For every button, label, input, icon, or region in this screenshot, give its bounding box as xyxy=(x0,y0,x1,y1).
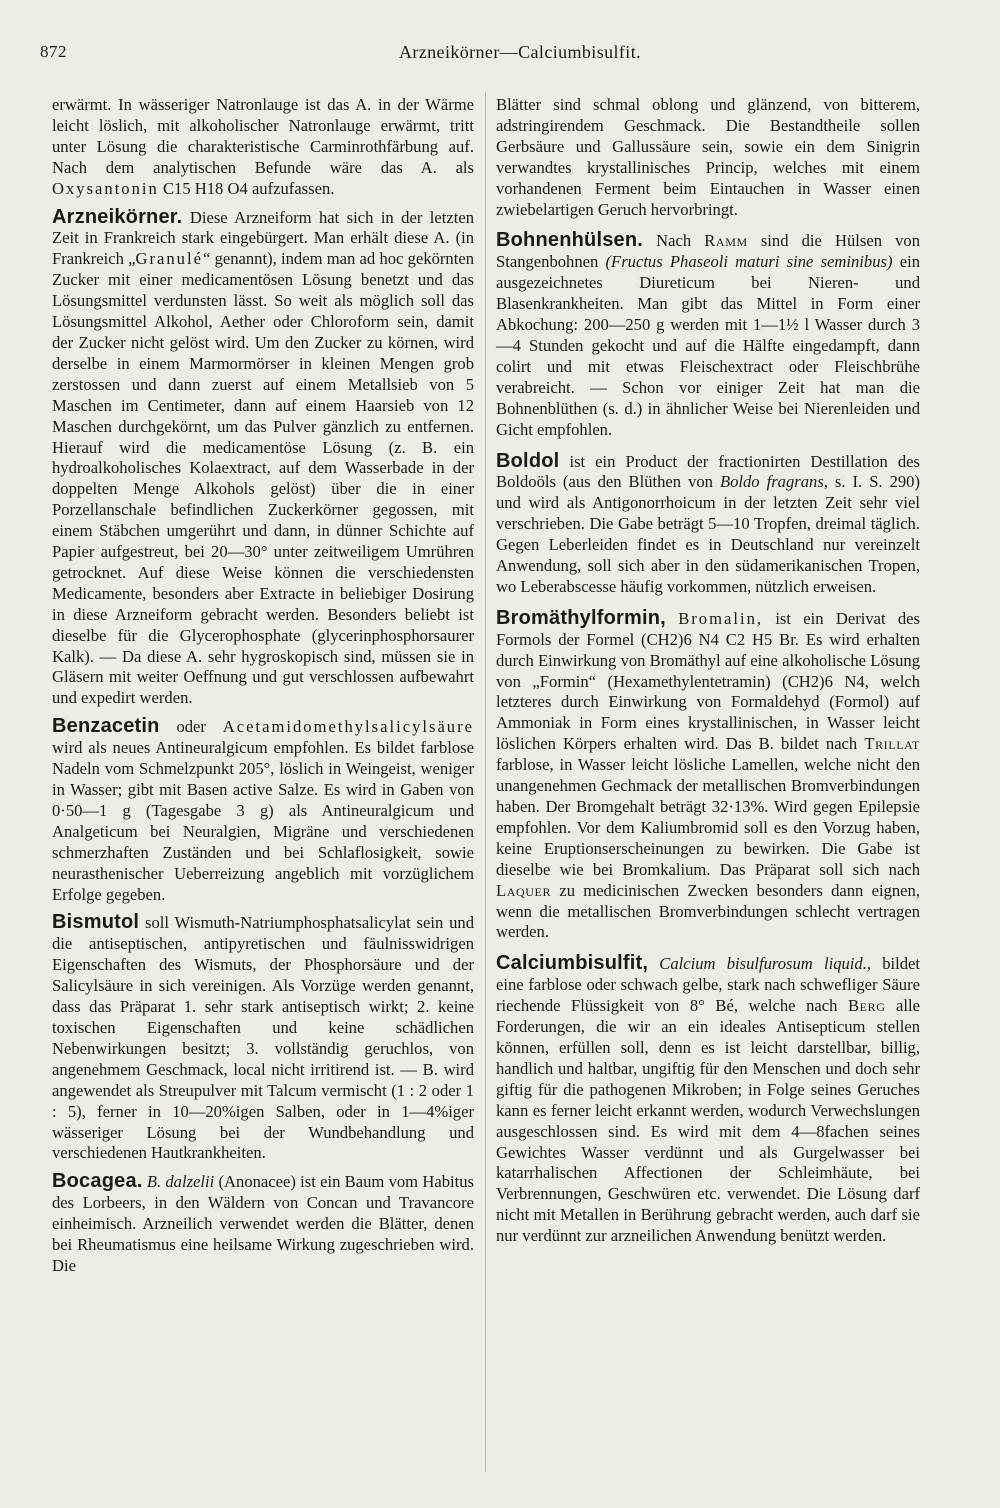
entry-continuation: Blätter sind schmal oblong und glänzend, von bitterem, adstringirendem Geschmack. Die Bestandtheile sollen Gerbsäure und Gallussäure sein, sowie ein dem Sinigrin verwandtes krystallinisches Princip, welches mit einem vorhandenen Ferment beim Eintauchen in Wasser einen zwiebelartigen Geruch hervorbringt. xyxy=(496,95,920,219)
entry-continuation: erwärmt. In wässeriger Natronlauge ist das A. in der Wärme leicht löslich, mit alkoholischer Natronlauge erwärmt, tritt unter Lösung die charakteristische Carminrothfärbung auf. Nach dem analytischen Befunde wäre das A. als Oxysantonin C15 H18 O4 aufzufassen. xyxy=(52,95,474,198)
entry-arzneikoerner: Arzneikörner. Diese Arzneiform hat sich in der letzten Zeit in Frankreich stark eingebürgert. Man erhält diese A. (in Frankreich „Granulé“ genannt), indem man ad hoc gekörnten Zucker mit einer medicamentösen Lösung benetzt und das Lösungsmittel verdunsten lässt. So weit als möglich soll das Lösungsmittel Alkohol, Aether oder Chloroform sein, damit der Zucker nicht gelöst wird. Um den Zucker zu körnen, wird derselbe in einem Marmormörser in kleinen Mengen grob zerstossen und dann zuerst auf einem Metallsieb von 5 Maschen im Centimeter, dann auf einem Haarsieb von 12 Maschen durchgekörnt, um das Pulver gänzlich zu entfernen. Hierauf wird die medicamentöse Lösung (z. B. ein hydroalkoholisches Kolaextract, auf dem Wasserbade in der doppelten Menge Alkohols gelöst) über die in einer Porzellanschale befindlichen Zuckerkörner gegossen, mit einem Stäbchen umgerührt und dann, in dünner Schichte auf Papier aufgestreut, bei 20—30° unter zeitweiligem Umrühren getrocknet. Auf diese Weise können die verschiedensten Medicamente, besonders aber Extracte in beliebiger Dosirung in diese Arzneiform gebracht werden. Besonders beliebt ist dieselbe für die Glycerophosphate (glycerinphosphorsaurer Kalk). — Da diese A. sehr hygroskopisch sind, müssen sie in Gläsern mit weiter Oeffnung und gut verschlossen aufbewahrt und expedirt werden. xyxy=(52,205,475,708)
entry-benzacetin: Benzacetin oder Acetamidomethylsalicylsäure wird als neues Antineuralgicum empfohlen. Es bildet farblose Nadeln vom Schmelzpunkt 205°, löslich in Weingeist, weniger in Wasser; gibt mit Basen active Salze. Es wird in Gaben von 0·50—1 g (Tagesgabe 3 g) als Antineuralgicum und Analgeticum bei Neuralgien, Migräne und verschiedenen schmerzhaften Zuständen und bei Schlaflosigkeit, sowie neurasthenischer Ueberreizung angeblich mit vorzüglichem Erfolge gegeben. xyxy=(52,715,474,904)
entry-headword: Calciumbisulfit, xyxy=(496,952,649,975)
entry-headword: Boldol xyxy=(496,449,560,472)
entry-headword: Bohnenhülsen. xyxy=(496,229,644,252)
chemical-formula: C15 H18 O4 xyxy=(162,178,248,198)
entry-calciumbisulfit: Calciumbisulfit, Calcium bisulfurosum liquid., bildet eine farblose oder schwach gelbe, stark nach schwefliger Säure riechende Flüssigkeit von 8° Bé, welche nach Berg alle Forderungen, die wir an ein ideales Antisepticum stellen können, erfüllen soll, denn es ist leicht darstellbar, billig, handlich und haltbar, ungiftig für den Menschen und doch sehr giftig für die pathogenen Mikroben; in Folge seines Geruches kann es ferner leicht erkannt werden, wodurch Verwechslungen ausgeschlossen sind. Es wird mit dem 4—8fachen seines Gewichtes Wasser verdünnt und als Gurgelwasser bei katarrhalischen Affectionen der Schleimhäute, bei Verbrennungen, Geschwüren etc. verwendet. Die Lösung darf nicht mit Metallen in Berührung gebracht werden, auch darf sie nur verdünnt zur arzneilichen Anwendung benützt werden. xyxy=(496,952,920,1246)
entry-bocagea: Bocagea. B. dalzelii (Anonacee) ist ein Baum vom Habitus des Lorbeers, in den Wäldern von Concan und Travancore einheimisch. Arzneilich verwendet werden die Blätter, denen bei Rheumatismus eine heilsame Wirkung zugeschrieben wird. Die xyxy=(52,1170,474,1275)
left-column xyxy=(52,95,474,1277)
entry-headword: Benzacetin xyxy=(52,715,160,738)
entry-bohnenhuelsen: Bohnenhülsen. Nach Ramm sind die Hülsen von Stangenbohnen (Fructus Phaseoli maturi sine seminibus) ein ausgezeichnetes Diureticum bei Nieren- und Blasenkrankheiten. Man gibt das Mittel in Form einer Abkochung: 200—250 g werden mit 1—1½ l Wasser durch 3—4 Stunden gekocht und auf die Hälfte eingedampft, dann colirt und mit etwas Fleischextract oder Fleischbrühe verabreicht. — Schon vor einiger Zeit hat man die Bohnenblüthen (s. d.) in ähnlicher Weise bei Nierenleiden und Gicht empfohlen. xyxy=(496,229,920,439)
entry-bromaethylformin: Bromäthylformin, Bromalin, ist ein Derivat des Formols der Formel (CH2)6 N4 C2 H5 Br. Es wird erhalten durch Einwirkung von Bromäthyl auf eine alkoholische Lösung von „Formin“ (Hexamethylentetramin) (CH2)6 N4, welch letzteres durch Einwirkung von Formaldehyd (Formol) auf Ammoniak in Form eines krystallinischen, in Wasser leicht löslichen Körpers erhalten wird. Das B. bildet nach Trillat farblose, in Wasser leicht lösliche Lamellen, welche nicht den unangenehmen Gechmack der metallischen Bromverbindungen haben. Der Bromgehalt beträgt 32·13%. Wird gegen Epilepsie empfohlen. Vor dem Kaliumbromid soll es den Vorzug haben, keine Eruptionserscheinungen zu bewirken. Die Gabe ist dieselbe wie bei Bromkalium. Das Präparat soll sich nach Laquer zu medicinischen Zwecken besonders dann eignen, wenn die metallischen Bromverbindungen schlecht vertragen werden. xyxy=(496,606,921,942)
entry-headword: Bromäthylformin, xyxy=(496,606,666,629)
entry-boldol: Boldol ist ein Product der fractionirten Destillation des Boldoöls (aus den Blüthen von Boldo fragrans, s. I. S. 290) und wird als Antigonorrhoicum in der letzten Zeit sehr viel verschrieben. Die Gabe beträgt 5—10 Tropfen, dreimal täglich. Gegen Leberleiden findet es in Deutschland nur vereinzelt Anwendung, soll sich aber in den südamerikanischen Tropen, wo Leberabscesse häufig vorkommen, nützlich erweisen. xyxy=(496,449,920,596)
page-header xyxy=(40,42,960,72)
entry-headword: Bismutol xyxy=(52,911,140,934)
page-number: 872 xyxy=(40,42,67,61)
entry-headword: Bocagea. xyxy=(52,1170,143,1193)
entry-bismutol: Bismutol soll Wismuth-Natriumphosphatsalicylat sein und die antiseptischen, antipyretischen und fäulnisswidrigen Eigenschaften des Wismuts, der Phosphorsäure und der Salicylsäure in sich vereinigen. Als Vorzüge werden genannt, dass das Präparat 1. sehr stark antiseptisch wirkt; 2. keine toxischen Eigenschaften und keine schädlichen Nebenwirkungen besitzt; 3. vollständig geruchlos, von angenehmem Geschmack, local nicht irritirend ist. — B. wird angewendet als Streupulver mit Talcum vermischt (1 : 2 oder 1 : 5), ferner in 10—20%igen Salben, oder in 1—4%iger wässeriger Lösung bei der Wundbehandlung und verschiedenen Hautkrankheiten. xyxy=(52,911,474,1163)
right-column xyxy=(496,95,920,1247)
column-divider xyxy=(485,92,486,1472)
running-title: Arzneikörner—Calciumbisulfit. xyxy=(398,42,642,62)
entry-headword: Arzneikörner. xyxy=(52,205,183,228)
